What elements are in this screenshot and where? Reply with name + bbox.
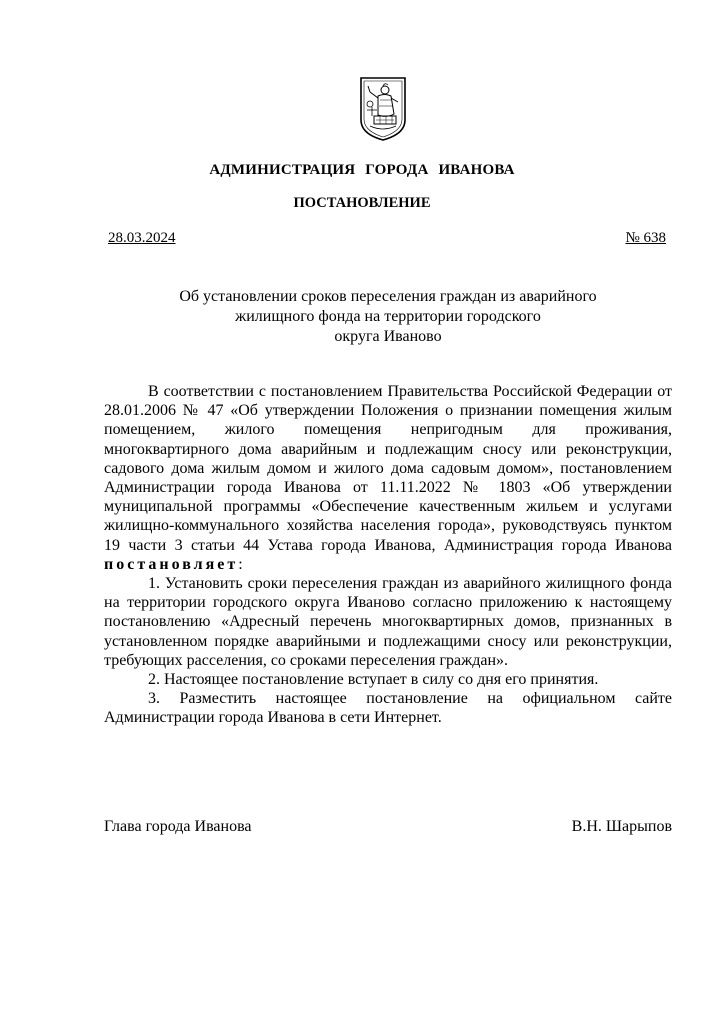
item-paragraph: 2. Настоящее постановление вступает в силу со дня его принятия.	[148, 671, 599, 689]
decree-word: постановляет	[104, 555, 239, 573]
document-number: № 638	[625, 230, 666, 246]
item-paragraph: 1. Установить сроки переселения граждан из аварийного жилищного фонда на территории городского округа Иваново согласно приложению к настоящему постановлению «Адресный перечень многоквартирных домов, признанных в установленном порядке аварийными и подлежащими сносу или реконструкции, требующих расселения, со сроками переселения граждан».	[104, 575, 672, 669]
document-type: ПОСТАНОВЛЕНИЕ	[293, 195, 431, 211]
organization-name: АДМИНИСТРАЦИЯ ГОРОДА ИВАНОВА	[209, 162, 515, 178]
signer-title: Глава города Иванова	[104, 818, 252, 835]
document-date: 28.03.2024	[108, 230, 176, 246]
document-subject	[0, 287, 724, 347]
document-body	[104, 382, 672, 728]
subject-line: жилищного фонда на территории городского	[235, 308, 541, 325]
signer-name: В.Н. Шарыпов	[571, 818, 672, 835]
coat-of-arms-icon	[358, 76, 408, 142]
subject-line: округа Иваново	[334, 328, 442, 345]
preamble-paragraph: В соответствии с постановлением Правительства Российской Федерации от 28.01.2006 № 47 «Об утверждении Положения о признании помещения жилым помещением, жилого помещения непригодным для проживания, многоквартирного дома аварийным и подлежащим сносу или реконструкции, садового дома жилым домом и жилого дома садовым домом», постановлением Администрации города Иванова от 11.11.2022 № 1803 «Об утверждении муниципальной программы «Обеспечение качественным жильем и услугами жилищно-коммунального хозяйства населения города», руководствуясь пунктом 19 части 3 статьи 44 Устава города Иванова, Администрация города Иванова постановляет:	[104, 383, 672, 573]
item-paragraph: 3. Разместить настоящее постановление на официальном сайте Администрации города Иванова в сети Интернет.	[104, 690, 672, 727]
subject-line: Об установлении сроков переселения граждан из аварийного	[179, 288, 597, 305]
